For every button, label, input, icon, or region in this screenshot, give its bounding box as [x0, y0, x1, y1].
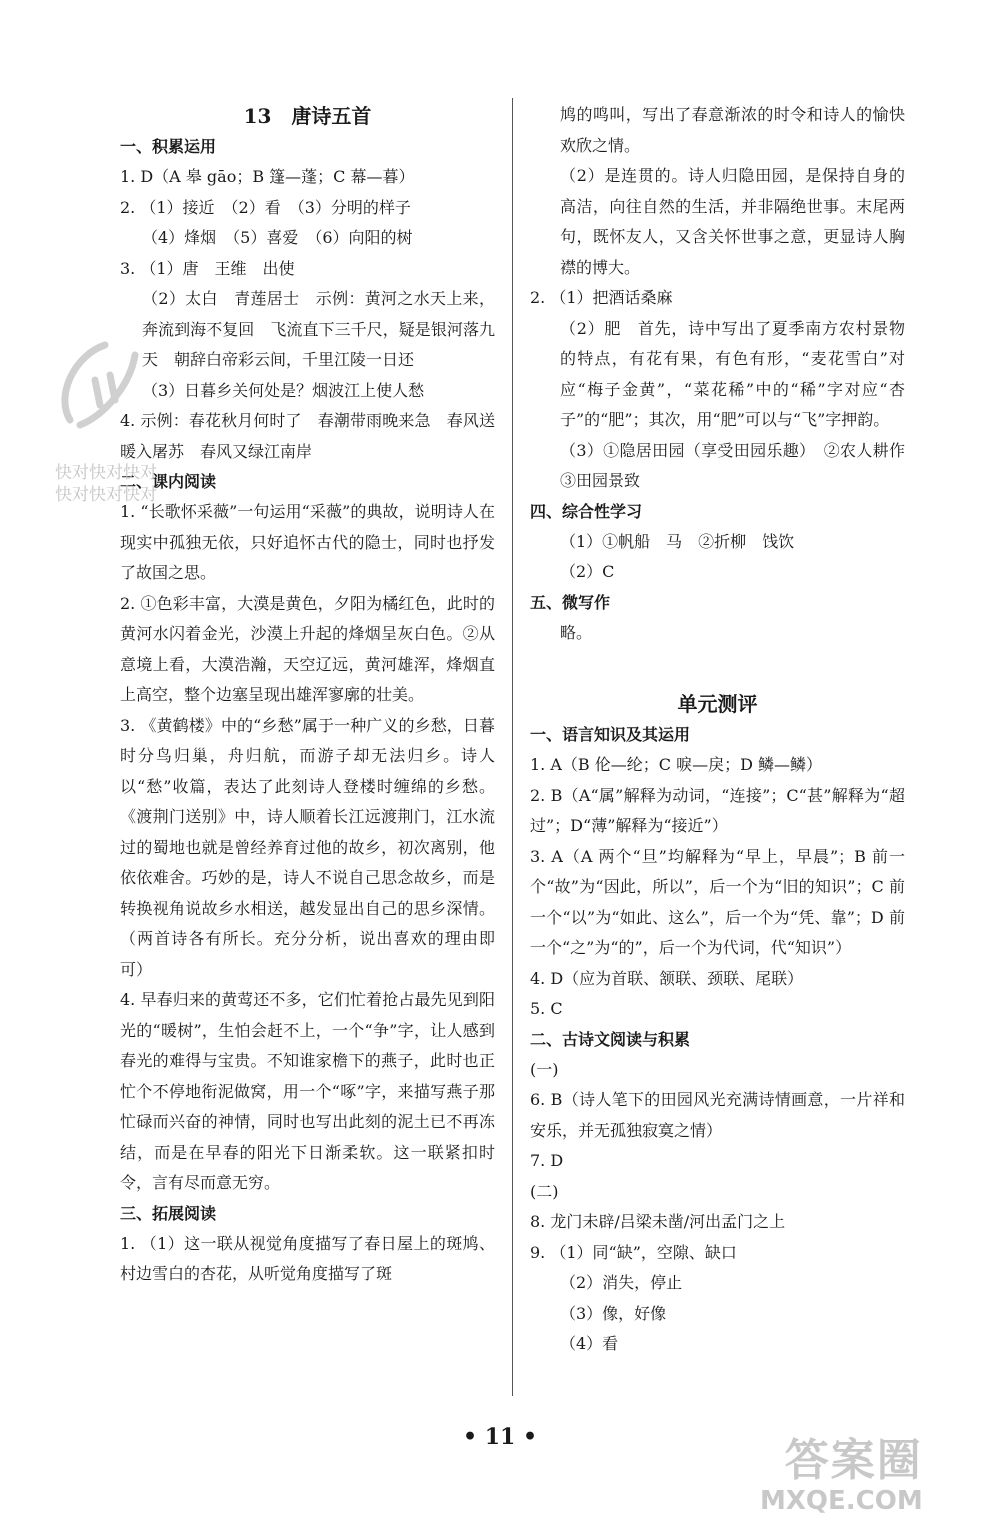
unit-answer-9-4: （4）看 — [560, 1334, 619, 1353]
extended-answer-2-part1: 2. （1）把酒话桑麻 — [530, 288, 673, 307]
column-divider — [512, 98, 513, 1396]
section-heading-language-knowledge: 一、语言知识及其运用 — [530, 725, 691, 744]
unit-answer-4: 4. D（应为首联、颔联、颈联、尾联） — [530, 968, 804, 988]
answer-3-part2: （2）太白 青莲居士 示例：黄河之水天上来，奔流到海不复回 飞流直下三千尺，疑是银河落九天 朝辞白帝彩云间，千里江陵一日还 — [142, 289, 495, 369]
watermark-corner: 答案圈 MXQE.COM — [760, 1435, 923, 1516]
unit-answer-8: 8. 龙门未辟/吕梁未凿/河出孟门之上 — [530, 1212, 786, 1231]
page-number: • 11 • — [462, 1424, 538, 1450]
unit-answer-9-2: （2）消失，停止 — [560, 1273, 683, 1292]
answer-2-line1: 2. （1）接近 （2）看 （3）分明的样子 — [120, 197, 411, 217]
answer-1: 1. D（A 皋 gāo；B 篷—蓬；C 幕—暮） — [120, 167, 415, 186]
unit-answer-3: 3. A（A 两个“旦”均解释为“早上，早晨”；B 前一个“故”为“因此，所以”，后一个为“旧的知识”；C 前一个“以”为“如此、这么”，后一个为“凭、靠”；D 前一个“之”为“的”，后一个为代词，代“知识”） — [530, 846, 905, 957]
extended-answer-2-part3: （3）①隐居田园（享受田园乐趣） ②农人耕作 ③田园景致 — [560, 440, 922, 490]
unit-answer-5: 5. C — [530, 999, 563, 1018]
section-heading-in-class-reading: 二、课内阅读 — [120, 472, 217, 491]
passage-label-2: (二) — [530, 1181, 559, 1201]
passage-label-1: (一) — [530, 1059, 559, 1079]
section-heading-classical-reading: 二、古诗文阅读与积累 — [530, 1029, 691, 1049]
section-heading-micro-writing: 五、微写作 — [530, 592, 611, 612]
extended-answer-1-continued: 鸠的鸣叫，写出了春意渐浓的时令和诗人的愉快欢欣之情。 — [560, 105, 905, 155]
watermark-text: 快对快对快对 快对快对快对 — [55, 463, 157, 505]
extended-answer-1: 1. （1）这一联从视觉角度描写了春日屋上的斑鸠、村边雪白的杏花，从听觉角度描写了斑 — [120, 1233, 495, 1283]
unit-answer-9-1: 9. （1）同“缺”，空隙、缺口 — [530, 1242, 737, 1262]
unit-answer-7: 7. D — [530, 1151, 564, 1170]
lesson-title: 13 唐诗五首 — [243, 104, 372, 128]
unit-answer-2: 2. B（A“属”解释为动词，“连接”；C“甚”解释为“超过”；D“薄”解释为“接近”） — [530, 785, 905, 835]
left-column — [120, 100, 495, 1290]
answer-4: 4. 示例：春花秋月何时了 春潮带雨晚来急 春风送暖入屠苏 春风又绿江南岸 — [120, 411, 495, 461]
comprehensive-answer-2: （2）C — [560, 562, 615, 581]
watermark-logo-icon — [45, 325, 155, 445]
section-heading-extended-reading: 三、拓展阅读 — [120, 1203, 217, 1223]
micro-writing-answer: 略。 — [560, 622, 593, 642]
extended-answer-1-part2: （2）是连贯的。诗人归隐田园，是保持自身的高洁，向往自然的生活，并非隔绝世事。末尾两句，既怀友人，又含关怀世事之意，更显诗人胸襟的博大。 — [560, 166, 905, 277]
section-heading-accumulation: 一、积累运用 — [120, 137, 217, 156]
answer-2-line2: （4）烽烟 （5）喜爱 （6）向阳的树 — [142, 228, 413, 247]
answer-3-part3: （3）日暮乡关何处是？烟波江上使人愁 — [142, 380, 425, 400]
extended-answer-2-part2: （2）肥 首先，诗中写出了夏季南方农村景物的特点，有花有果，有色有形，“麦花雪白”对应“梅子金黄”，“菜花稀”中的“稀”字对应“杏子”的“肥”；其次，用“肥”可以与“飞”字押韵。 — [560, 318, 905, 429]
unit-test-title: 单元测评 — [677, 692, 758, 716]
unit-answer-9-3: （3）像，好像 — [560, 1303, 667, 1323]
reading-answer-2: 2. ①色彩丰富，大漠是黄色，夕阳为橘红色，此时的黄河水闪着金光，沙漠上升起的烽烟呈灰白色。②从意境上看，大漠浩瀚，天空辽远，黄河雄浑，烽烟直上高空，整个边塞呈现出雄浑寥廓的壮美。 — [120, 593, 495, 704]
reading-answer-4: 4. 早春归来的黄莺还不多，它们忙着抢占最先见到阳光的“暖树”，生怕会赶不上，一个“争”字，让人感到春光的难得与宝贵。不知谁家檐下的燕子，此时也正忙个不停地衔泥做窝，用一个“啄”字，来描写燕子那忙碌而兴奋的神情，同时也写出此刻的泥土已不再冻结，而是在早春的阳光下日渐柔软。这一联紧扣时令，言有尽而意无穷。 — [120, 990, 495, 1192]
unit-answer-1: 1. A（B 伦—纶；C 唳—戾；D 鳞—鳞） — [530, 755, 822, 774]
reading-answer-3: 3. 《黄鹤楼》中的“乡愁”属于一种广义的乡愁，日暮时分鸟归巢，舟归航，而游子却无法归乡。诗人以“愁”收篇，表达了此刻诗人登楼时缠绵的乡愁。《渡荆门送别》中，诗人顺着长江远渡荆门，江水流过的蜀地也就是曾经养育过他的故乡，初次离别，他依依难舍。巧妙的是，诗人不说自己思念故乡，而是转换视角说故乡水相送，越发显出自己的思乡深情。（两首诗各有所长。充分分析，说出喜欢的理由即可） — [120, 715, 495, 979]
comprehensive-answer-1: （1）①帆船 马 ②折柳 饯饮 — [560, 531, 795, 551]
answer-3-part1: 3. （1）唐 王维 出使 — [120, 258, 295, 278]
right-column — [530, 100, 922, 1360]
section-heading-comprehensive-study: 四、综合性学习 — [530, 501, 643, 521]
reading-answer-1: 1. “长歌怀采薇”一句运用“采薇”的典故，说明诗人在现实中孤独无依，只好追怀古代的隐士，同时也抒发了故国之思。 — [120, 502, 495, 582]
unit-answer-6: 6. B（诗人笔下的田园风光充满诗情画意，一片祥和安乐，并无孤独寂寞之情） — [530, 1090, 905, 1140]
